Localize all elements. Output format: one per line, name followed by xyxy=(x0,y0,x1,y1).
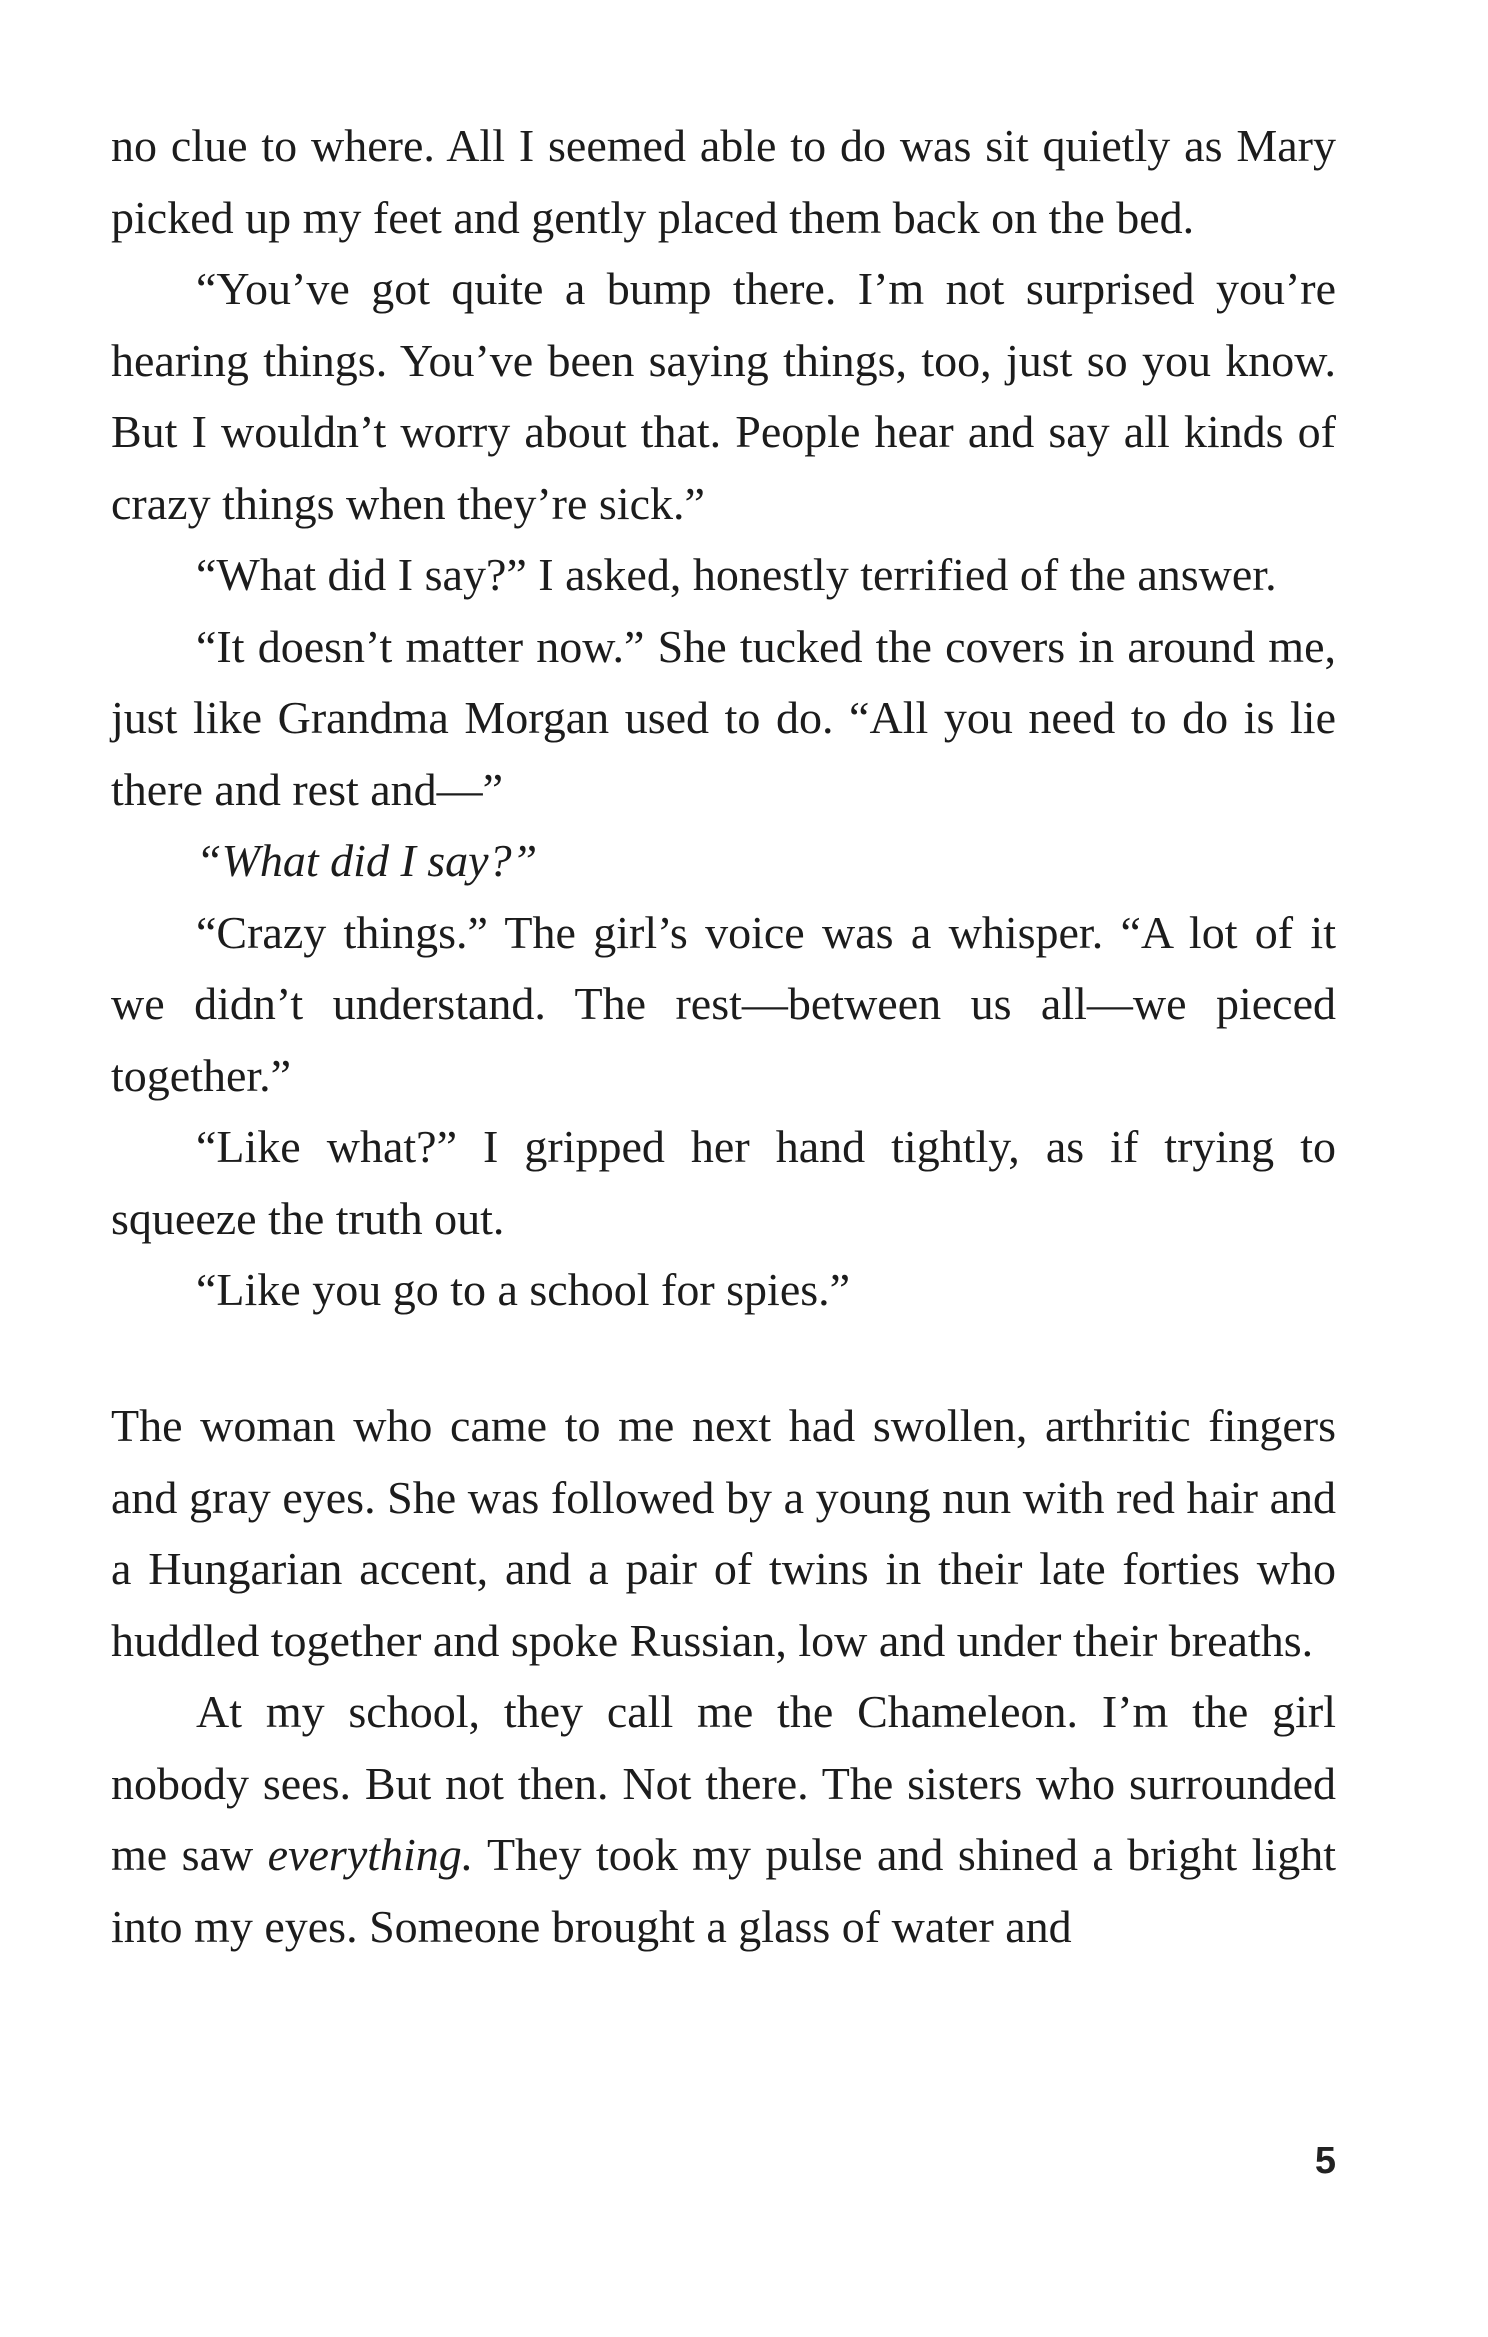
text-section-1 xyxy=(111,110,1336,1326)
italic-dialogue: “What did I say?” xyxy=(196,835,538,886)
paragraph-text: At my school, they call me the Chameleon. I’m the girl nobody sees. But not then. Not there. The sisters who surrounded me saw xyxy=(111,1686,1336,1880)
italic-word: everything. xyxy=(267,1829,474,1880)
paragraph: The woman who came to me next had swollen, arthritic fingers and gray eyes. She was followed by a young nun with red hair and a Hungarian accent, and a pair of twins in their late forties who huddled together and spoke Russian, low and under their breaths. xyxy=(111,1400,1336,1666)
page-number: 5 xyxy=(1314,2140,1336,2182)
paragraph: “Crazy things.” The girl’s voice was a whisper. “A lot of it we didn’t understand. The rest—between us all—we pieced together.” xyxy=(111,906,1336,1101)
paragraph: “Like you go to a school for spies.” xyxy=(196,1264,851,1315)
paragraph xyxy=(111,1676,1336,1962)
paragraph: no clue to where. All I seemed able to do was sit quietly as Mary picked up my feet and gently placed them back on the bed. xyxy=(111,120,1336,243)
text-section-2 xyxy=(111,1390,1336,1962)
paragraph-text: They took my pulse and shined a bright light into my eyes. Someone brought a glass of water and xyxy=(111,1829,1336,1952)
paragraph: “Like what?” I gripped her hand tightly, as if trying to squeeze the truth out. xyxy=(111,1121,1336,1244)
paragraph: “It doesn’t matter now.” She tucked the covers in around me, just like Grandma Morgan used to do. “All you need to do is lie there and rest and—” xyxy=(111,620,1336,815)
paragraph xyxy=(111,825,1336,897)
paragraph: “You’ve got quite a bump there. I’m not surprised you’re hearing things. You’ve been saying things, too, just so you know. But I wouldn’t worry about that. People hear and say all kinds of crazy things when they’re sick.” xyxy=(111,263,1336,529)
paragraph: “What did I say?” I asked, honestly terrified of the answer. xyxy=(196,549,1277,600)
